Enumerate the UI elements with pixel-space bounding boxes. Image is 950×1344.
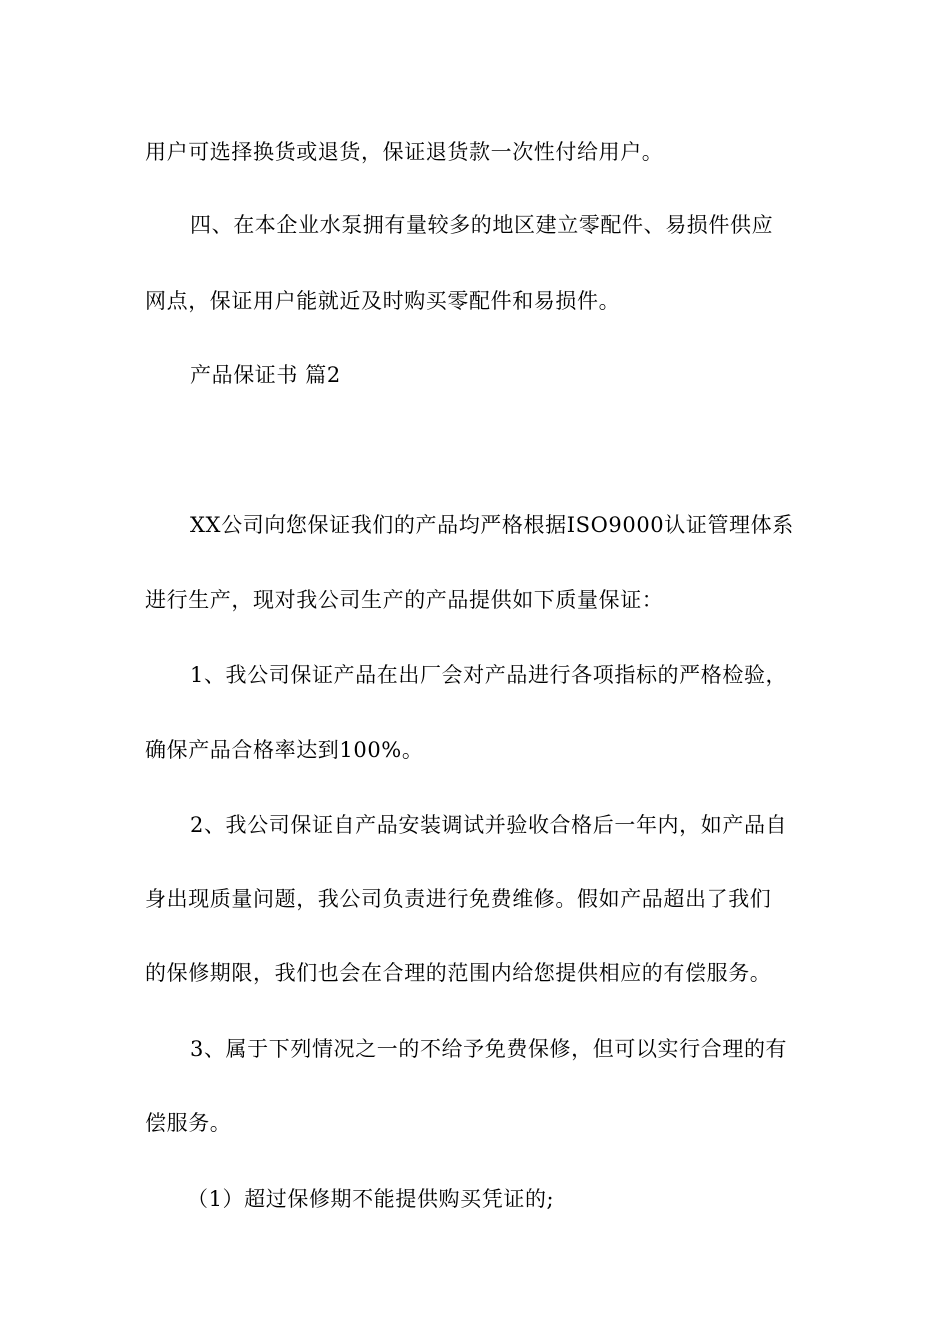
paragraph-line: 网点，保证用户能就近及时购买零配件和易损件。 [145, 289, 621, 313]
paragraph-line: 进行生产，现对我公司生产的产品提供如下质量保证： [145, 588, 664, 612]
list-item-line: 2、我公司保证自产品安装调试并验收合格后一年内，如产品自 [190, 813, 788, 837]
list-item-line: 3、属于下列情况之一的不给予免费保修，但可以实行合理的有 [190, 1037, 788, 1061]
list-item-line: 身出现质量问题，我公司负责进行免费维修。假如产品超出了我们 [145, 887, 772, 911]
list-item-line: 确保产品合格率达到100%。 [145, 738, 424, 762]
list-item-line: 的保修期限，我们也会在合理的范围内给您提供相应的有偿服务。 [145, 961, 772, 985]
section-heading: 产品保证书 篇2 [190, 363, 341, 387]
paragraph-line: 四、在本企业水泵拥有量较多的地区建立零配件、易损件供应 [190, 213, 774, 237]
paragraph-line: XX公司向您保证我们的产品均严格根据ISO9000认证管理体系 [190, 513, 794, 537]
list-item-line: 偿服务。 [145, 1111, 232, 1135]
paragraph-line: 用户可选择换货或退货，保证退货款一次性付给用户。 [145, 140, 664, 164]
list-item-line: 1、我公司保证产品在出厂会对产品进行各项指标的严格检验， [190, 663, 788, 687]
sub-list-item-line: （1）超过保修期不能提供购买凭证的; [187, 1187, 555, 1211]
